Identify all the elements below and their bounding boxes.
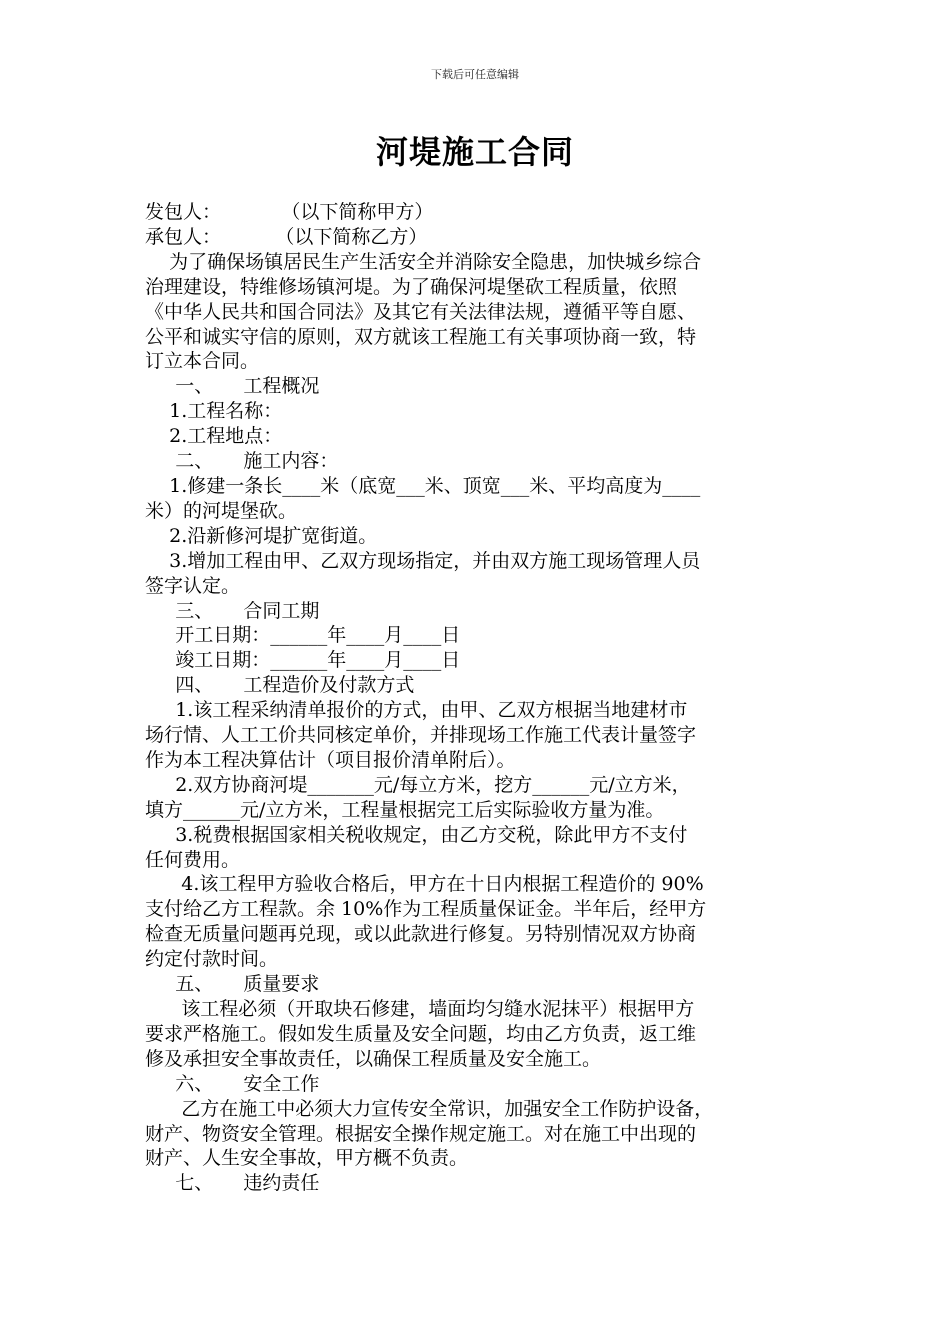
body-line: 承包人： （以下简称乙方） xyxy=(145,225,428,248)
body-line: 任何费用。 xyxy=(145,848,241,871)
body-line: 《中华人民共和国合同法》及其它有关法律法规，遵循平等自愿、 xyxy=(145,300,697,323)
body-line: 3.增加工程由甲、乙双方现场指定，并由双方施工现场管理人员 xyxy=(145,549,701,572)
body-line: 检查无质量问题再兑现，或以此款进行修复。另特别情况双方协商 xyxy=(145,923,697,946)
body-line: 1.工程名称： xyxy=(145,400,283,423)
body-line: 要求严格施工。假如发生质量及安全问题，均由乙方负责，返工维 xyxy=(145,1022,697,1045)
body-line: 2.双方协商河堤_______元/每立方米，挖方______元/立方米， xyxy=(145,773,691,796)
body-line: 米）的河堤堡砍。 xyxy=(145,499,298,522)
body-line: 3.税费根据国家相关税收规定，由乙方交税，除此甲方不支付 xyxy=(145,823,688,846)
body-line: 场行情、人工工价共同核定单价，并排现场工作施工代表计量签字 xyxy=(145,724,697,747)
body-line: 为了确保场镇居民生产生活安全并消除安全隐患，加快城乡综合 xyxy=(145,250,702,273)
body-line: 签字认定。 xyxy=(145,574,241,597)
document-body xyxy=(145,200,810,1196)
body-line: 公平和诚实守信的原则，双方就该工程施工有关事项协商一致，特 xyxy=(145,325,697,348)
body-line: 一、 工程概况 xyxy=(145,375,320,398)
body-line: 三、 合同工期 xyxy=(145,599,320,622)
body-line: 1.该工程采纳清单报价的方式，由甲、乙双方根据当地建材市 xyxy=(145,699,688,722)
body-line: 约定付款时间。 xyxy=(145,948,279,971)
body-line: 填方______元/立方米，工程量根据完工后实际验收方量为准。 xyxy=(145,798,665,821)
page-header-note: 下载后可任意编辑 xyxy=(431,68,519,81)
body-line: 五、 质量要求 xyxy=(145,973,320,996)
body-line: 四、 工程造价及付款方式 xyxy=(145,674,415,697)
body-line: 竣工日期：______年____月____日 xyxy=(145,649,461,672)
body-line: 发包人： （以下简称甲方） xyxy=(145,201,434,223)
body-line: 二、 施工内容： xyxy=(145,450,339,473)
body-line: 财产、人生安全事故，甲方概不负责。 xyxy=(145,1147,469,1170)
body-line: 订立本合同。 xyxy=(145,350,260,373)
body-line: 乙方在施工中必须大力宣传安全常识，加强安全工作防护设备， xyxy=(145,1097,714,1120)
body-line: 六、 安全工作 xyxy=(145,1072,320,1095)
body-line: 财产、物资安全管理。根据安全操作规定施工。对在施工中出现的 xyxy=(145,1122,697,1145)
body-line: 4.该工程甲方验收合格后，甲方在十日内根据工程造价的 90% xyxy=(145,873,704,896)
body-line: 治理建设，特维修场镇河堤。为了确保河堤堡砍工程质量，依照 xyxy=(145,275,678,298)
body-line: 七、 违约责任 xyxy=(145,1172,320,1195)
body-line: 开工日期：______年____月____日 xyxy=(145,624,461,647)
document-title: 河堤施工合同 xyxy=(375,133,574,171)
body-line: 1.修建一条长____米（底宽___米、顶宽___米、平均高度为____ xyxy=(145,474,701,497)
body-line: 修及承担安全事故责任，以确保工程质量及安全施工。 xyxy=(145,1047,602,1070)
body-line: 支付给乙方工程款。余 10%作为工程质量保证金。半年后，经甲方 xyxy=(145,898,707,921)
body-line: 2.沿新修河堤扩宽街道。 xyxy=(145,524,378,547)
body-line: 作为本工程决算估计（项目报价清单附后）。 xyxy=(145,748,516,771)
body-line: 该工程必须（开取块石修建，墙面均匀缝水泥抹平）根据甲方 xyxy=(145,998,695,1020)
body-line: 2.工程地点： xyxy=(145,425,283,448)
